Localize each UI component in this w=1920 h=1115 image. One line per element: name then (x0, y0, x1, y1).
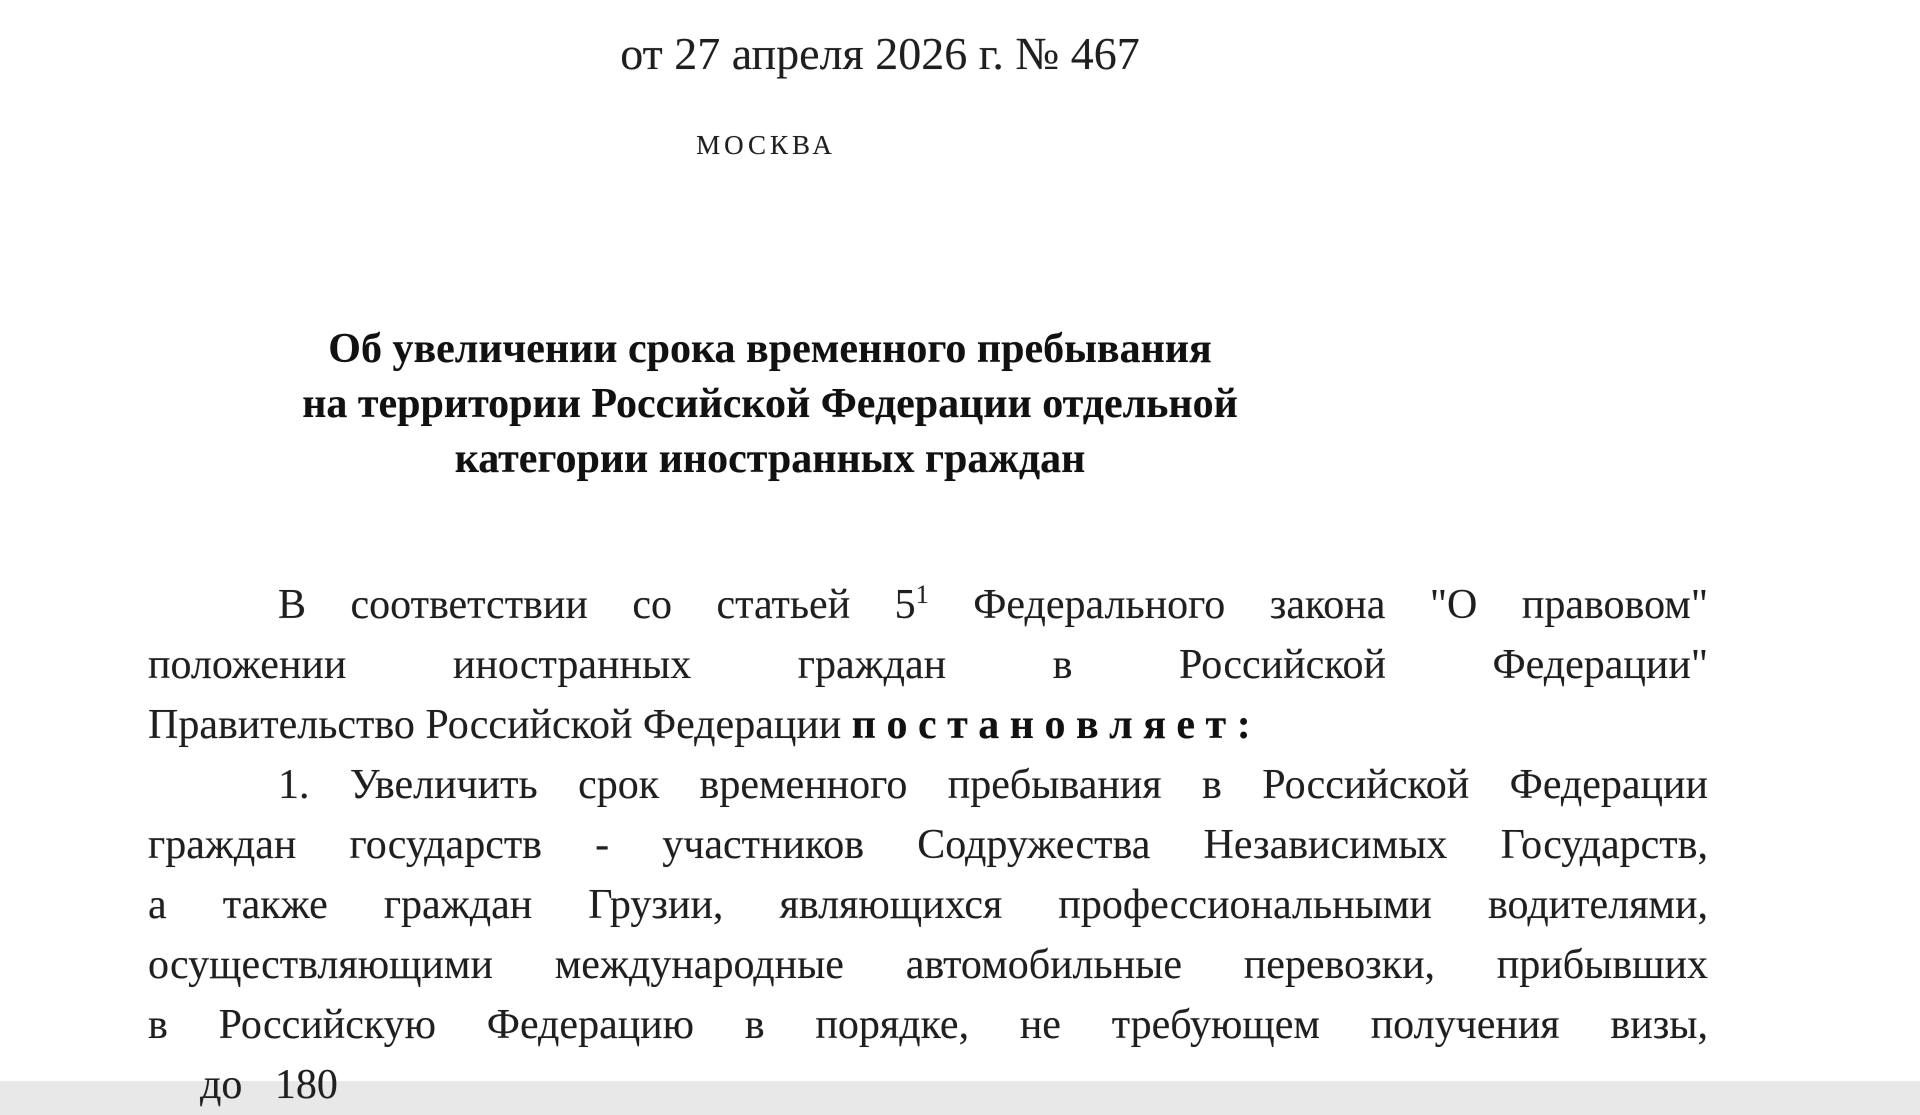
document-city: МОСКВА (696, 130, 836, 160)
paragraph-2-line-5: в Российскую Федерацию в порядке, не требующем получения визы, (148, 1002, 1708, 1048)
paragraph-2-line-6-clipped: до 180 (200, 1062, 338, 1108)
document-body (148, 575, 1708, 1115)
paragraph-2-line-4: осуществляющими международные автомобильные перевозки, прибывших (148, 942, 1708, 988)
document-title (0, 322, 1540, 487)
paragraph-1-line-3 (148, 695, 1708, 755)
paragraph-2-line-2: граждан государств - участников Содружества Независимых Государств, (148, 822, 1708, 868)
document-title-line-3: категории иностранных граждан (454, 436, 1086, 482)
paragraph-1-line-3-text: Правительство Российской Федерации (148, 702, 852, 748)
article-superscript: 1 (915, 580, 929, 609)
paragraph-2-line-1: 1. Увеличить срок временного пребывания в Российской Федерации (278, 762, 1708, 808)
document-title-line-2: на территории Российской Федерации отдельной (302, 381, 1238, 427)
paragraph-1-line-2: положении иностранных граждан в Российской Федерации" (148, 642, 1708, 688)
paragraph-1-line-1-continuation: Федерального закона "О правовом" (928, 582, 1708, 628)
decree-keyword: п о с т а н о в л я е т : (851, 702, 1251, 748)
paragraph-1-line-1 (148, 575, 1708, 635)
paragraph-1-line-1-text: В соответствии со статьей 5 (278, 582, 916, 628)
document-title-line-1: Об увеличении срока временного пребывания (328, 326, 1212, 372)
paragraph-2-line-3: а также граждан Грузии, являющихся профессиональными водителями, (148, 882, 1708, 928)
document-date-number: от 27 апреля 2026 г. № 467 (620, 28, 1140, 79)
